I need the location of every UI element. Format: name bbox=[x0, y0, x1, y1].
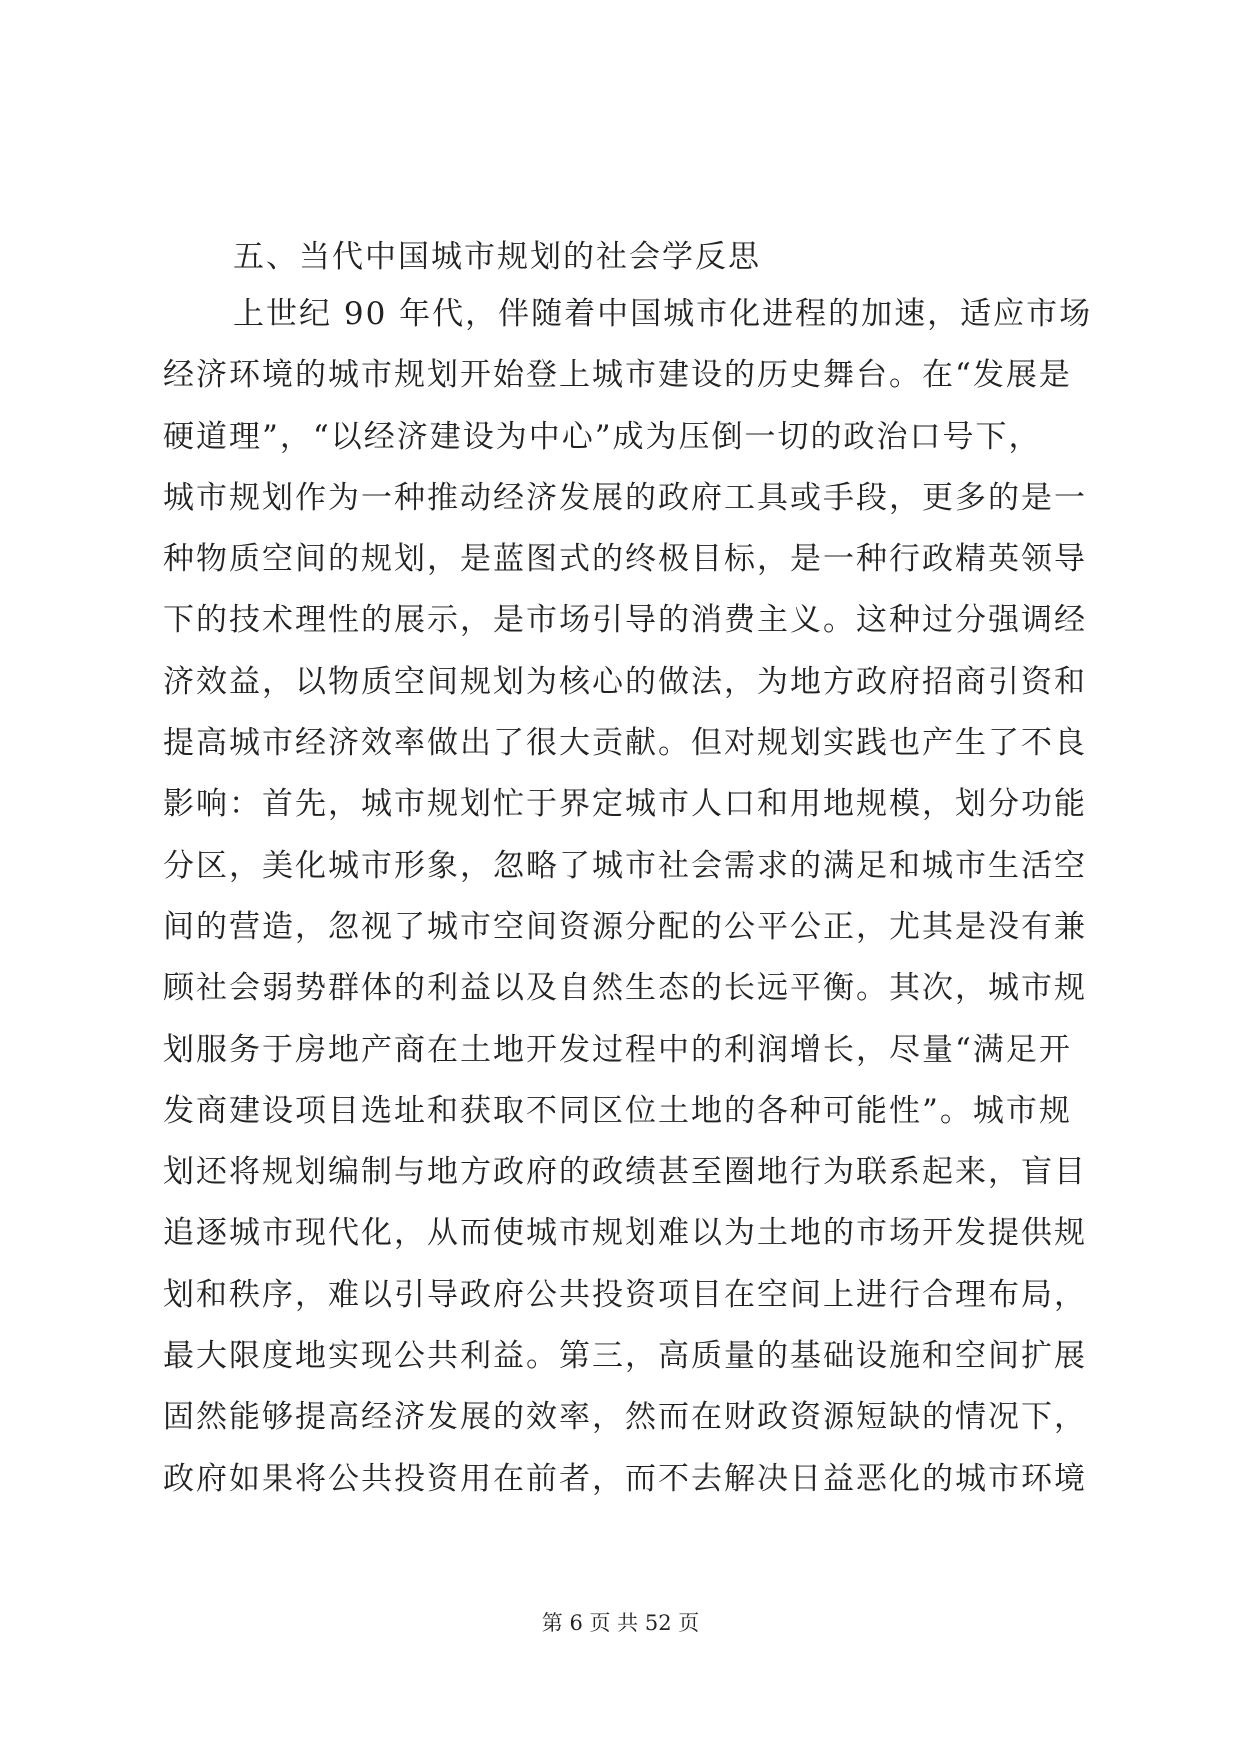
paragraph-line: 提高城市经济效率做出了很大贡献。但对规划实践也产生了不良 bbox=[163, 725, 1087, 762]
paragraph-line: 种物质空间的规划，是蓝图式的终极目标，是一种行政精英领导 bbox=[163, 541, 1087, 578]
paragraph-line: 间的营造，忽视了城市空间资源分配的公平公正，尤其是没有兼 bbox=[163, 908, 1087, 945]
paragraph-line: 最大限度地实现公共利益。第三，高质量的基础设施和空间扩展 bbox=[163, 1338, 1087, 1375]
paragraph-line: 硬道理”，“以经济建设为中心”成为压倒一切的政治口号下， bbox=[163, 418, 1042, 455]
paragraph-line: 影响：首先，城市规划忙于界定城市人口和用地规模，划分功能 bbox=[163, 786, 1087, 823]
paragraph-line: 顾社会弱势群体的利益以及自然生态的长远平衡。其次，城市规 bbox=[163, 970, 1087, 1007]
section-heading: 五、当代中国城市规划的社会学反思 bbox=[233, 239, 761, 275]
paragraph-line: 经济环境的城市规划开始登上城市建设的历史舞台。在“发展是 bbox=[163, 357, 1072, 394]
paragraph-line: 固然能够提高经济发展的效率，然而在财政资源短缺的情况下， bbox=[163, 1399, 1087, 1436]
paragraph-line: 划和秩序，难以引导政府公共投资项目在空间上进行合理布局， bbox=[163, 1276, 1087, 1313]
paragraph-line: 划还将规划编制与地方政府的政绩甚至圈地行为联系起来，盲目 bbox=[163, 1154, 1087, 1191]
paragraph-line: 下的技术理性的展示，是市场引导的消费主义。这种过分强调经 bbox=[163, 602, 1087, 639]
page-number-footer: 第 6 页 共 52 页 bbox=[541, 1611, 700, 1635]
paragraph-line: 发商建设项目选址和获取不同区位土地的各种可能性”。城市规 bbox=[163, 1092, 1072, 1129]
paragraph-line: 政府如果将公共投资用在前者，而不去解决日益恶化的城市环境 bbox=[163, 1460, 1087, 1497]
paragraph-line: 上世纪 90 年代，伴随着中国城市化进程的加速，适应市场 bbox=[233, 296, 1093, 332]
paragraph-line: 分区，美化城市形象，忽略了城市社会需求的满足和城市生活空 bbox=[163, 847, 1087, 884]
body-paragraph bbox=[163, 290, 1241, 1516]
paragraph-line: 追逐城市现代化，从而使城市规划难以为土地的市场开发提供规 bbox=[163, 1215, 1087, 1252]
paragraph-line: 济效益，以物质空间规划为核心的做法，为地方政府招商引资和 bbox=[163, 663, 1087, 700]
paragraph-line: 划服务于房地产商在土地开发过程中的利润增长，尽量“满足开 bbox=[163, 1031, 1072, 1068]
paragraph-line: 城市规划作为一种推动经济发展的政府工具或手段，更多的是一 bbox=[163, 479, 1087, 516]
